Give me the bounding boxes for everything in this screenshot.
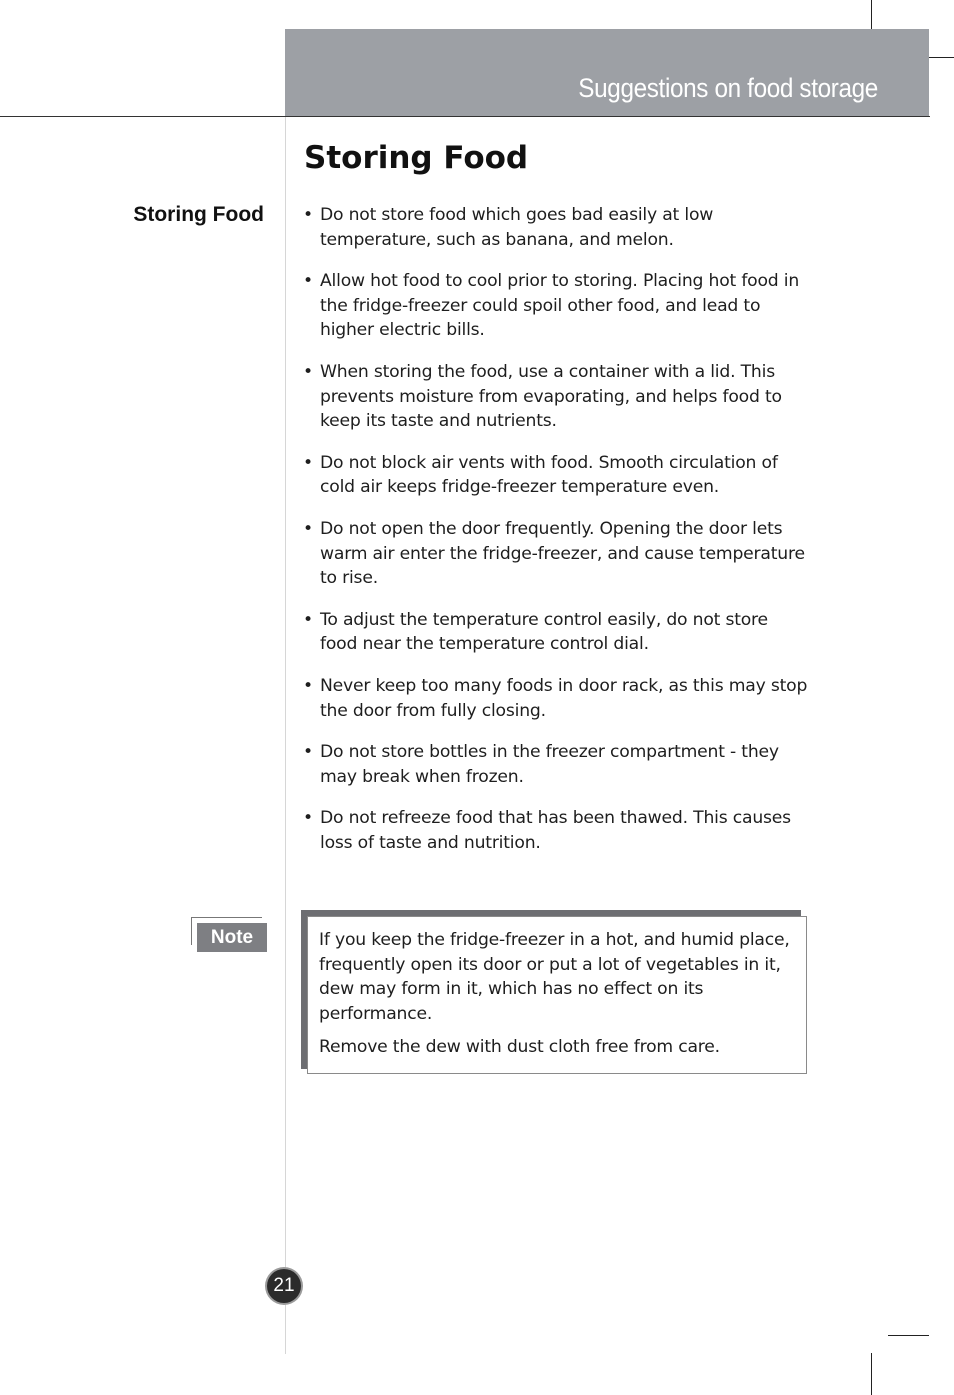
tips-list [303, 203, 808, 872]
tip-item [303, 608, 808, 657]
crop-mark-bottom-vertical [871, 1353, 872, 1395]
crop-mark-bottom-horizontal [888, 1335, 929, 1336]
bullet: • [303, 205, 313, 225]
note-paragraph: If you keep the fridge-freezer in a hot, and humid place, frequently open its door or put a lot of vegetables in it, dew may form in it, which has no effect on its performance. [319, 930, 790, 1024]
tip-text: Never keep too many foods in door rack, as this may stop the door from fully closing. [320, 675, 808, 721]
tip-text: Do not store food which goes bad easily at low temperature, such as banana, and melon. [320, 205, 714, 250]
tip-item [303, 517, 808, 591]
tip-text: Do not refreeze food that has been thawed. This causes loss of taste and nutrition. [320, 808, 791, 853]
tip-text: When storing the food, use a container with a lid. This prevents moisture from evaporating, and helps food to keep its taste and nutrients. [320, 361, 782, 432]
note-label: Note [197, 923, 267, 952]
tip-item [303, 269, 808, 343]
bullet: • [303, 518, 313, 539]
tip-text: Do not store bottles in the freezer compartment - they may break when frozen. [320, 742, 779, 787]
bullet: • [303, 271, 313, 292]
column-divider [285, 117, 286, 1354]
bullet: • [303, 452, 313, 473]
note-badge [191, 917, 267, 952]
note-paragraph: Remove the dew with dust cloth free from care. [319, 1037, 720, 1057]
bullet: • [303, 742, 313, 763]
section-title: Suggestions on food storage [578, 73, 878, 103]
crop-mark-top-vertical [871, 0, 872, 29]
tip-item [303, 674, 808, 723]
tip-text: To adjust the temperature control easily, do not store food near the temperature control dial. [320, 609, 768, 655]
bullet: • [303, 808, 313, 829]
tip-text: Do not block air vents with food. Smooth circulation of cold air keeps fridge-freezer temperature even. [320, 452, 778, 498]
tip-text: Allow hot food to cool prior to storing. Placing hot food in the fridge-freezer could spoil other food, and lead to higher electric bills. [320, 271, 800, 341]
tip-text: Do not open the door frequently. Opening the door lets warm air enter the fridge-freezer, and cause temperature to rise. [320, 518, 805, 589]
tip-item [303, 451, 808, 500]
tip-item [303, 740, 808, 789]
tip-item [303, 806, 808, 855]
tip-item [303, 360, 808, 434]
bullet: • [303, 361, 313, 382]
header-rule [0, 116, 930, 117]
bullet: • [303, 675, 313, 696]
tip-item [303, 203, 808, 252]
side-label: Storing Food [133, 203, 264, 226]
bullet: • [303, 609, 313, 630]
page-heading: Storing Food [304, 140, 529, 176]
page-number-badge: 21 [267, 1269, 301, 1303]
